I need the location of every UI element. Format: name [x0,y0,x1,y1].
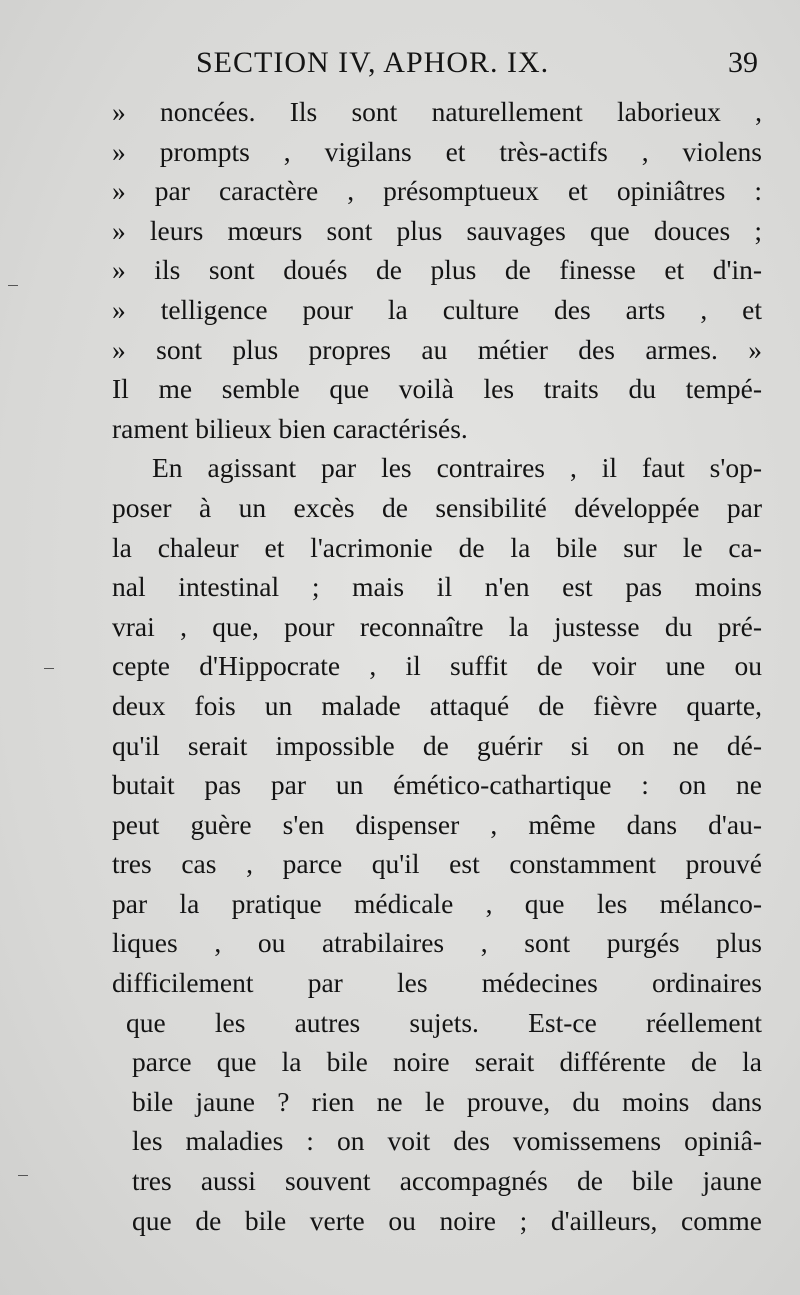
text-line: peut guère s'en dispenser , même dans d'au- [112,808,762,840]
text-line: cepte d'Hippocrate , il suffit de voir une ou [112,650,762,682]
text-line: » telligence pour la culture des arts , et [112,293,762,325]
text-line: vrai , que, pour reconnaître la justesse du pré- [112,610,762,642]
page-header [118,38,758,88]
text-line: nal intestinal ; mais il n'en est pas moins [112,571,762,603]
text-line: par la pratique médicale , que les mélanco- [112,887,762,919]
text-line: que les autres sujets. Est-ce réellement [126,1006,762,1038]
margin-mark [8,285,18,286]
text-line: » ils sont doués de plus de finesse et d'in- [112,254,762,286]
text-line: parce que la bile noire serait différente de la [132,1046,762,1078]
text-line: la chaleur et l'acrimonie de la bile sur le ca- [112,531,762,563]
text-line: » sont plus propres au métier des armes. » [112,333,762,365]
text-line: butait pas par un émético-cathartique : on ne [112,769,762,801]
text-line: que de bile verte ou noire ; d'ailleurs, comme [132,1204,762,1236]
paragraph-first-line: En agissant par les contraires , il faut s'op- [152,452,762,484]
margin-mark [44,668,54,669]
page-number: 39 [728,46,758,79]
text-line: les maladies : on voit des vomissemens opiniâ- [132,1125,762,1157]
text-line: bile jaune ? rien ne le prouve, du moins dans [132,1085,762,1117]
text-line: » noncées. Ils sont naturellement laborieux , [112,96,762,127]
text-line: liques , ou atrabilaires , sont purgés plus [112,927,762,959]
margin-mark [18,1175,28,1176]
text-line: deux fois un malade attaqué de fièvre quarte, [112,689,762,721]
text-line: qu'il serait impossible de guérir si on ne dé- [112,729,762,761]
text-line: » par caractère , présomptueux et opiniâtres : [112,175,762,207]
text-line: » leurs mœurs sont plus sauvages que douces ; [112,214,762,246]
text-line: poser à un excès de sensibilité développée par [112,491,762,523]
body-text [112,92,762,1240]
running-title: SECTION IV, APHOR. IX. [196,46,550,79]
text-line: » prompts , vigilans et très-actifs , violens [112,135,762,167]
text-line: rament bilieux bien caractérisés. [112,412,468,444]
text-line: difficilement par les médecines ordinaires [112,967,762,999]
text-line: Il me semble que voilà les traits du tempé- [112,373,762,405]
text-line: tres aussi souvent accompagnés de bile jaune [132,1165,762,1197]
text-line: tres cas , parce qu'il est constamment prouvé [112,848,762,880]
